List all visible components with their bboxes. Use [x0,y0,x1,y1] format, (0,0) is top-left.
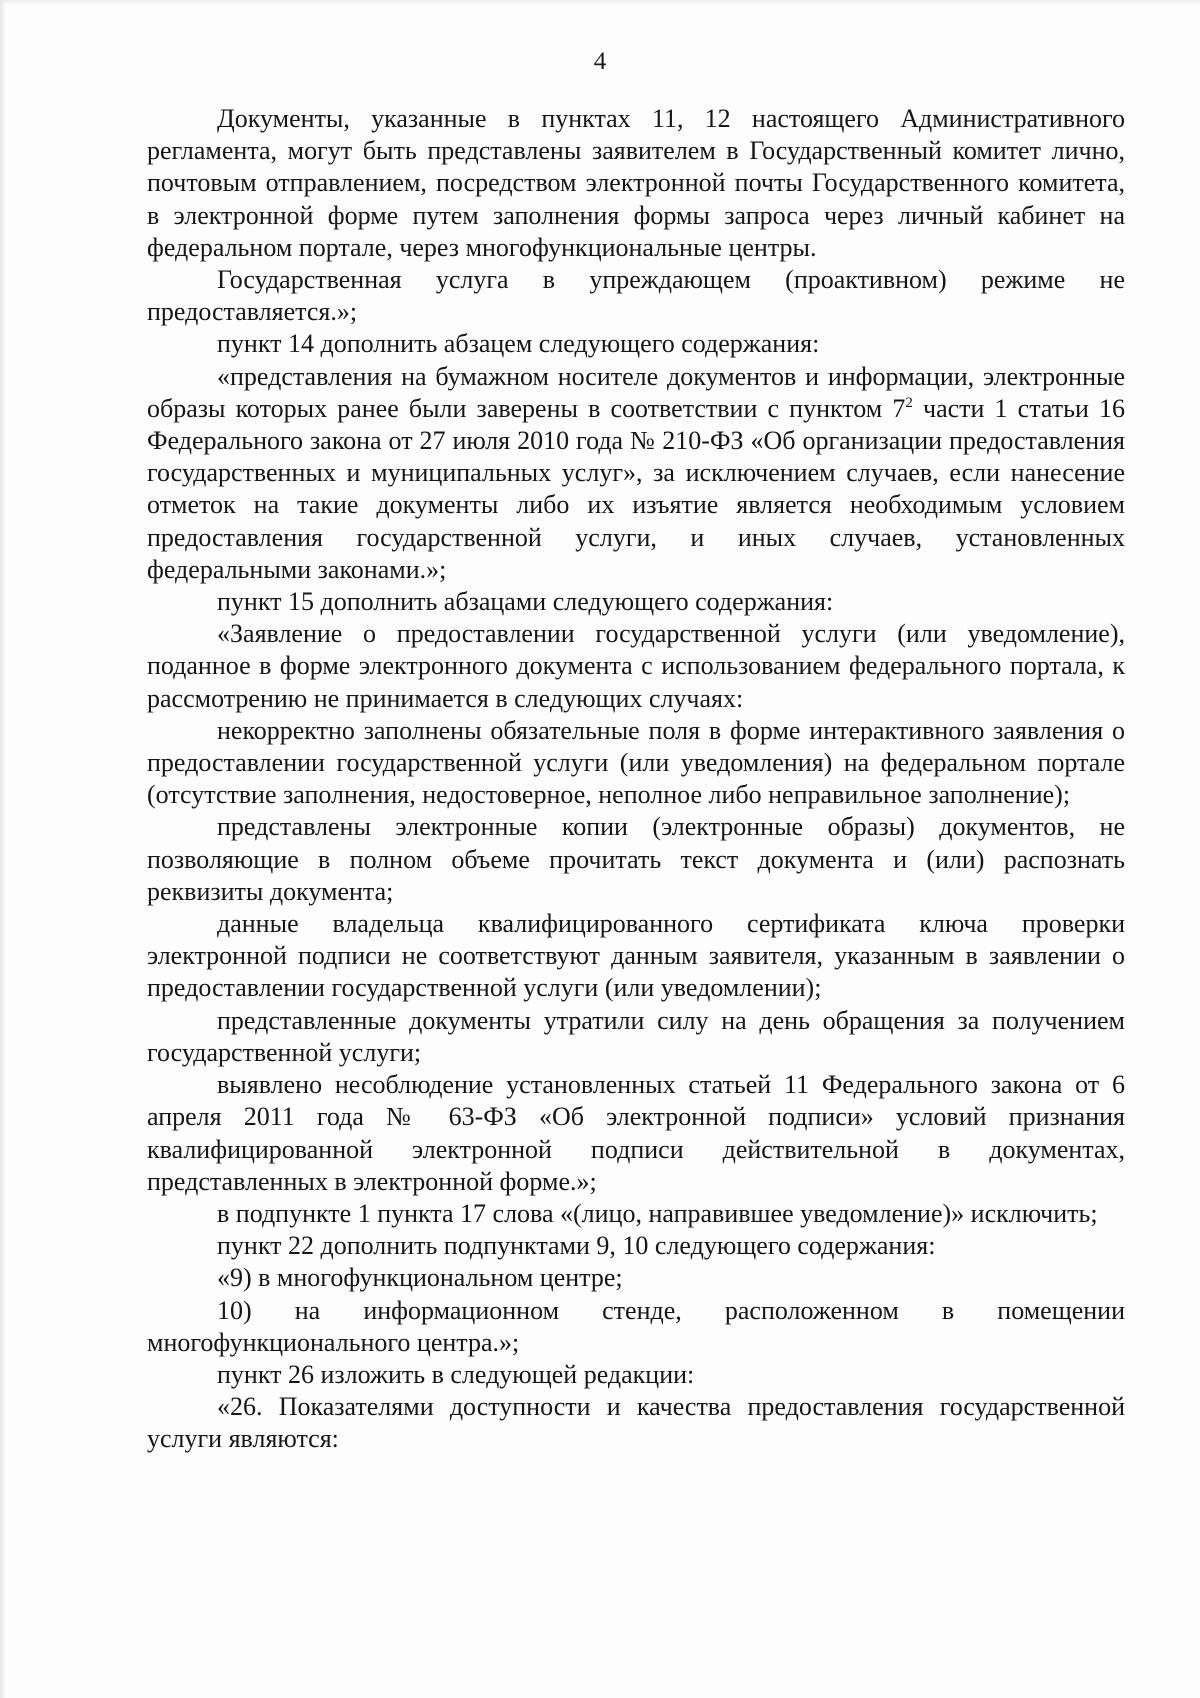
paragraph-signature-violation: выявлено несоблюдение установленных статьей 11 Федерального закона от 6 апреля 2011 года № 63-ФЗ «Об электронной подписи» условий признания квалифицированной электронной подписи действительной в документах, представленных в электронной форме.»; [147,1070,1125,1196]
superscript-7-2: 2 [905,394,913,411]
paragraph-point-17: в подпункте 1 пункта 17 слова «(лицо, направившее уведомление)» исключить; [217,1198,1098,1228]
paragraph-certificate-owner: данные владельца квалифицированного сертификата ключа проверки электронной подписи не соответствуют данным заявителя, указанным в заявлении о предоставлении государственной услуги (или уведомлении); [147,909,1125,1003]
paragraph-application-rejection: «Заявление о предоставлении государственной услуги (или уведомление), поданное в форме электронного документа с использованием федерального портала, к рассмотрению не принимается в следующих случаях: [147,619,1125,713]
paragraph-point-14-intro: пункт 14 дополнить абзацем следующего содержания: [217,329,820,359]
paragraph-incorrect-fields: некорректно заполнены обязательные поля в форме интерактивного заявления о предоставлении государственной услуги (или уведомления) на федеральном портале (отсутствие заполнения, недостоверное, неполное либо неправильное заполнение); [147,715,1125,810]
paragraph-point-14-content [147,361,1125,586]
paragraph-electronic-copies: представлены электронные копии (электронные образы) документов, не позволяющие в полном объеме прочитать текст документа и (или) распознать реквизиты документа; [147,812,1125,906]
scan-top-edge [0,0,1200,5]
paragraph-point-14-text-end: части 1 статьи 16 Федерального закона от 27 июля 2010 года № 210-ФЗ «Об организации предоставления государственных и муниципальных услуг», за исключением случаев, если нанесение отметок на такие документы либо их изъятие является необходимым условием предоставления государственной услуги, и иных случаев, установленных федеральными законами.»; [147,393,1126,584]
paragraph-point-14-text-start: «представления на бумажном носителе документов и информации, электронные образы которых ранее были заверены в соответствии с пунктом 7 [147,361,1125,423]
paragraph-point-26-content: «26. Показателями доступности и качества предоставления государственной услуги являются: [147,1392,1125,1454]
document-body [147,103,1125,1456]
page-number: 4 [593,48,607,75]
paragraph-subpoint-9: «9) в многофункциональном центре; [217,1263,623,1293]
paragraph-expired-documents: представленные документы утратили силу на день обращения за получением государственной услуги; [147,1005,1125,1067]
scan-left-edge [0,0,6,1698]
paragraph-documents-submission: Документы, указанные в пунктах 11, 12 настоящего Административного регламента, могут быть представлены заявителем в Государственный комитет лично, почтовым отправлением, посредством электронной почты Государственного комитета, в электронной форме путем заполнения формы запроса через личный кабинет на федеральном портале, через многофункциональные центры. [147,104,1125,262]
paragraph-subpoint-10: 10) на информационном стенде, расположенном в помещении многофункционального центра.»; [147,1295,1125,1357]
paragraph-point-26-intro: пункт 26 изложить в следующей редакции: [217,1359,695,1389]
paragraph-point-15-intro: пункт 15 дополнить абзацами следующего содержания: [217,587,834,617]
paragraph-point-22-intro: пункт 22 дополнить подпунктами 9, 10 следующего содержания: [217,1231,936,1261]
paragraph-proactive-mode: Государственная услуга в упреждающем (проактивном) режиме не предоставляется.»; [147,265,1125,327]
